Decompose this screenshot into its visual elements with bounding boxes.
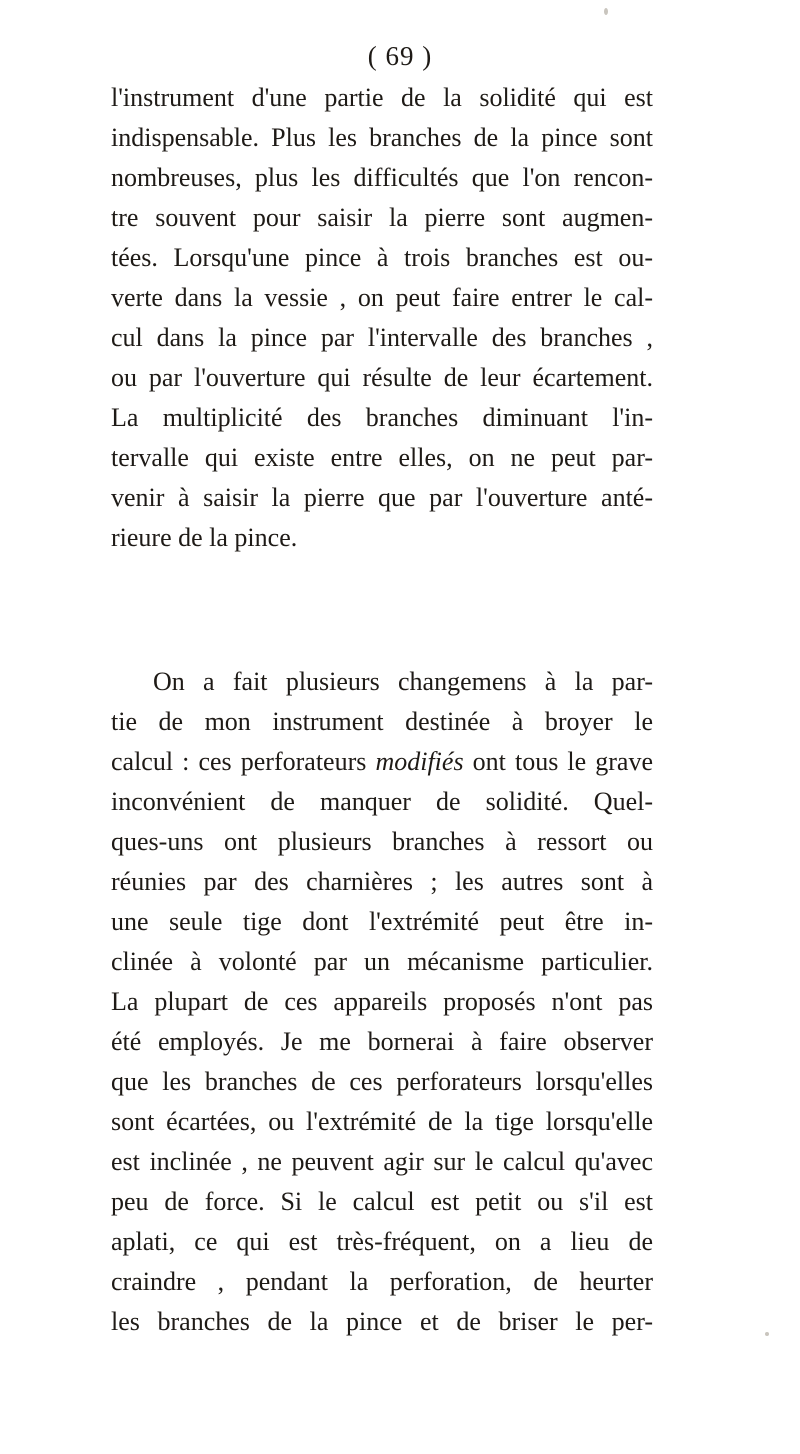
text-line: les branches de la pince et de briser le per- — [111, 1307, 653, 1336]
paper-speck — [604, 8, 608, 15]
text-line: La plupart de ces appareils proposés n'ont pas — [111, 987, 653, 1016]
text-line: l'instrument d'une partie de la solidité qui est — [111, 83, 653, 112]
text-line: craindre , pendant la perforation, de heurter — [111, 1267, 653, 1296]
text-run: ont tous le grave — [463, 747, 653, 776]
text-line: On a fait plusieurs changemens à la par- — [153, 667, 653, 696]
page-number: ( 69 ) — [367, 41, 433, 71]
text-line: ou par l'ouverture qui résulte de leur écartement. — [111, 363, 653, 392]
text-line: que les branches de ces perforateurs lorsqu'elles — [111, 1067, 653, 1096]
text-line: inconvénient de manquer de solidité. Quel- — [111, 787, 653, 816]
text-line: été employés. Je me bornerai à faire observer — [111, 1027, 653, 1056]
text-line: ques-uns ont plusieurs branches à ressort ou — [111, 827, 653, 856]
text-run: calcul : ces perforateurs — [111, 747, 376, 776]
italic-word: modifiés — [375, 747, 464, 776]
text-line: venir à saisir la pierre que par l'ouverture anté- — [111, 483, 653, 512]
paper-speck — [765, 1332, 769, 1336]
text-line: indispensable. Plus les branches de la pince sont — [111, 123, 653, 152]
text-line: tées. Lorsqu'une pince à trois branches est ou- — [111, 243, 653, 272]
text-line: rieure de la pince. — [111, 523, 298, 552]
text-line: tie de mon instrument destinée à broyer le — [111, 707, 653, 736]
text-line: La multiplicité des branches diminuant l'in- — [111, 403, 653, 432]
text-line: sont écartées, ou l'extrémité de la tige lorsqu'elle — [111, 1107, 653, 1136]
text-line: nombreuses, plus les difficultés que l'on rencon- — [111, 163, 653, 192]
text-line: cul dans la pince par l'intervalle des branches , — [111, 323, 653, 352]
text-line: peu de force. Si le calcul est petit ou s'il est — [111, 1187, 653, 1216]
text-line: est inclinée , ne peuvent agir sur le calcul qu'avec — [111, 1147, 653, 1176]
text-line: une seule tige dont l'extrémité peut être in- — [111, 907, 653, 936]
paragraph-1 — [111, 78, 653, 558]
text-line: tervalle qui existe entre elles, on ne peut par- — [111, 443, 653, 472]
text-line: verte dans la vessie , on peut faire entrer le cal- — [111, 283, 653, 312]
text-line: tre souvent pour saisir la pierre sont augmen- — [111, 203, 653, 232]
text-line: clinée à volonté par un mécanisme particulier. — [111, 947, 653, 976]
text-line-with-italic — [111, 742, 653, 782]
text-line: aplati, ce qui est très-fréquent, on a lieu de — [111, 1227, 653, 1256]
paragraph-2 — [111, 662, 653, 1342]
text-line: réunies par des charnières ; les autres sont à — [111, 867, 653, 896]
